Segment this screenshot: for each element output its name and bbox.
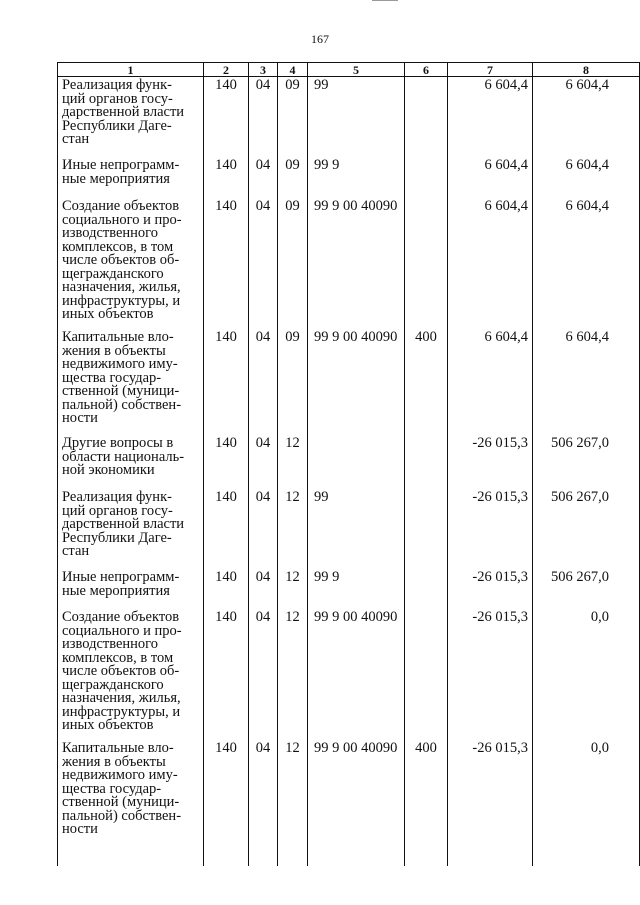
amount-change: -26 015,3 xyxy=(448,609,533,740)
header-col-4: 4 xyxy=(278,63,308,77)
section-code: 04 xyxy=(249,489,278,569)
section-code: 04 xyxy=(249,609,278,740)
expense-type-code: 400 xyxy=(405,740,448,866)
amount-total: 506 267,0 xyxy=(533,435,640,489)
target-article-code: 99 9 00 40090 xyxy=(308,198,405,329)
table-row xyxy=(58,609,640,740)
amount-total: 0,0 xyxy=(533,609,640,740)
header-row xyxy=(58,63,640,77)
subsection-code: 09 xyxy=(278,329,308,435)
row-name: Иные непрограмм- ные мероприятия xyxy=(58,569,204,609)
header-col-8: 8 xyxy=(533,63,640,77)
ministry-code: 140 xyxy=(204,609,249,740)
ministry-code: 140 xyxy=(204,198,249,329)
amount-change: 6 604,4 xyxy=(448,198,533,329)
table-row xyxy=(58,489,640,569)
ministry-code: 140 xyxy=(204,77,249,158)
amount-total: 0,0 xyxy=(533,740,640,866)
page-number: 167 xyxy=(311,32,329,46)
table-row xyxy=(58,157,640,198)
amount-total: 6 604,4 xyxy=(533,77,640,158)
target-article-code: 99 xyxy=(308,77,405,158)
amount-total: 6 604,4 xyxy=(533,198,640,329)
subsection-code: 12 xyxy=(278,609,308,740)
amount-total: 6 604,4 xyxy=(533,329,640,435)
amount-change: 6 604,4 xyxy=(448,157,533,198)
header-col-1: 1 xyxy=(58,63,204,77)
expense-type-code xyxy=(405,569,448,609)
scan-mark xyxy=(372,0,398,1)
expense-type-code: 400 xyxy=(405,329,448,435)
amount-change: 6 604,4 xyxy=(448,329,533,435)
expense-type-code xyxy=(405,435,448,489)
table-row xyxy=(58,77,640,158)
section-code: 04 xyxy=(249,329,278,435)
expense-type-code xyxy=(405,489,448,569)
table-row xyxy=(58,435,640,489)
table-row xyxy=(58,329,640,435)
subsection-code: 09 xyxy=(278,198,308,329)
row-name: Иные непрограмм- ные мероприятия xyxy=(58,157,204,198)
section-code: 04 xyxy=(249,198,278,329)
amount-change: 6 604,4 xyxy=(448,77,533,158)
target-article-code: 99 9 00 40090 xyxy=(308,740,405,866)
section-code: 04 xyxy=(249,157,278,198)
target-article-code: 99 9 xyxy=(308,569,405,609)
header-col-6: 6 xyxy=(405,63,448,77)
row-name: Реализация функ- ций органов госу- дарственной власти Республики Даге- стан xyxy=(58,489,204,569)
subsection-code: 12 xyxy=(278,569,308,609)
amount-total: 506 267,0 xyxy=(533,489,640,569)
subsection-code: 12 xyxy=(278,740,308,866)
row-name: Другие вопросы в области националь- ной экономики xyxy=(58,435,204,489)
header-col-3: 3 xyxy=(249,63,278,77)
amount-change: -26 015,3 xyxy=(448,435,533,489)
table-row xyxy=(58,569,640,609)
expense-type-code xyxy=(405,157,448,198)
header-col-7: 7 xyxy=(448,63,533,77)
row-name: Реализация функ- ций органов госу- дарственной власти Республики Даге- стан xyxy=(58,77,204,158)
subsection-code: 12 xyxy=(278,435,308,489)
table-body xyxy=(58,77,640,867)
row-name: Создание объектов социального и про- изводственного комплексов, в том числе объектов об- щегражданского назначения, жилья, инфраструктуры, и иных объектов xyxy=(58,609,204,740)
amount-total: 6 604,4 xyxy=(533,157,640,198)
ministry-code: 140 xyxy=(204,329,249,435)
ministry-code: 140 xyxy=(204,569,249,609)
amount-change: -26 015,3 xyxy=(448,569,533,609)
amount-total: 506 267,0 xyxy=(533,569,640,609)
ministry-code: 140 xyxy=(204,157,249,198)
target-article-code: 99 xyxy=(308,489,405,569)
header-col-5: 5 xyxy=(308,63,405,77)
header-col-2: 2 xyxy=(204,63,249,77)
table-row xyxy=(58,740,640,866)
ministry-code: 140 xyxy=(204,435,249,489)
subsection-code: 09 xyxy=(278,77,308,158)
target-article-code: 99 9 00 40090 xyxy=(308,609,405,740)
row-name: Капитальные вло- жения в объекты недвижимого иму- щества государ- ственной (муници- пальной) собствен- ности xyxy=(58,329,204,435)
section-code: 04 xyxy=(249,435,278,489)
section-code: 04 xyxy=(249,740,278,866)
target-article-code: 99 9 00 40090 xyxy=(308,329,405,435)
expense-type-code xyxy=(405,609,448,740)
budget-table xyxy=(57,62,640,866)
expense-type-code xyxy=(405,198,448,329)
amount-change: -26 015,3 xyxy=(448,740,533,866)
expense-type-code xyxy=(405,77,448,158)
table-row xyxy=(58,198,640,329)
section-code: 04 xyxy=(249,569,278,609)
target-article-code xyxy=(308,435,405,489)
amount-change: -26 015,3 xyxy=(448,489,533,569)
row-name: Создание объектов социального и про- изводственного комплексов, в том числе объектов об- щегражданского назначения, жилья, инфраструктуры, и иных объектов xyxy=(58,198,204,329)
ministry-code: 140 xyxy=(204,740,249,866)
subsection-code: 12 xyxy=(278,489,308,569)
row-name: Капитальные вло- жения в объекты недвижимого иму- щества государ- ственной (муници- пальной) собствен- ности xyxy=(58,740,204,866)
ministry-code: 140 xyxy=(204,489,249,569)
target-article-code: 99 9 xyxy=(308,157,405,198)
subsection-code: 09 xyxy=(278,157,308,198)
section-code: 04 xyxy=(249,77,278,158)
